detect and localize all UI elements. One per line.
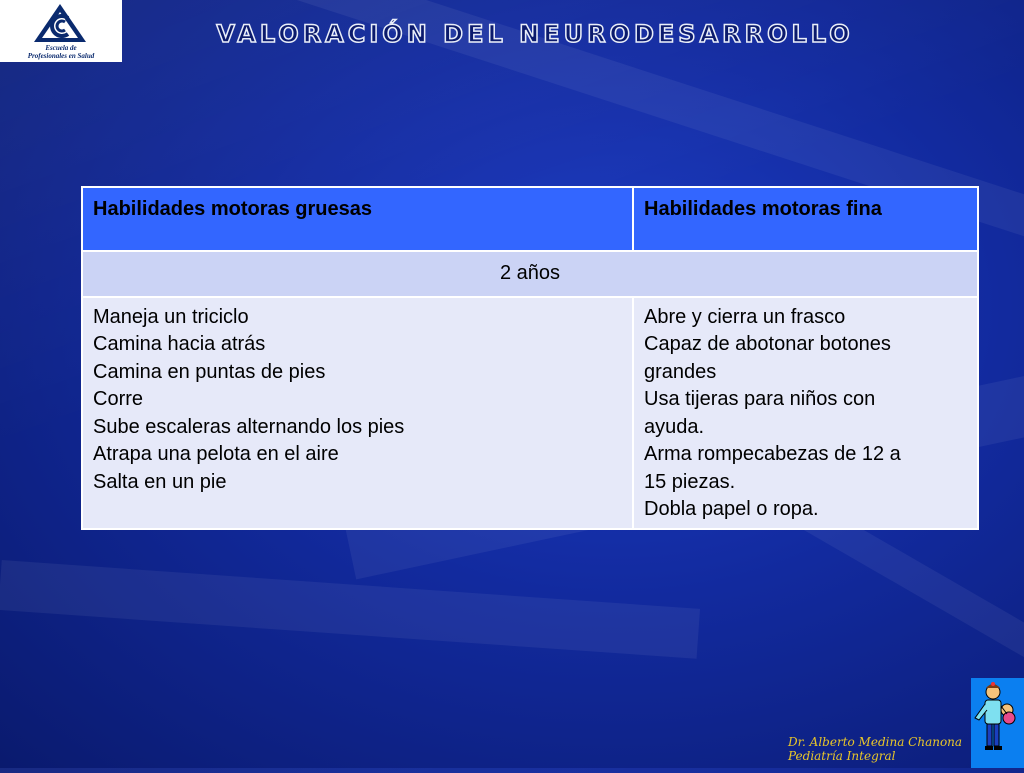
school-logo xyxy=(0,0,122,62)
logo-text-line1: Escuela de xyxy=(4,44,118,52)
skills-row xyxy=(82,297,978,529)
list-item: Abre y cierra un frasco xyxy=(644,304,967,332)
logo-text-line2: Profesionales en Salud xyxy=(4,52,118,60)
background-ray xyxy=(0,560,700,659)
slide-title: VALORACIÓN DEL NEURODESARROLLO xyxy=(140,20,930,48)
list-item: Atrapa una pelota en el aire xyxy=(93,441,622,469)
list-item: Usa tijeras para niños con xyxy=(644,386,967,414)
skills-table xyxy=(81,186,979,530)
gross-motor-header: Habilidades motoras gruesas xyxy=(82,187,633,251)
author-specialty: Pediatría Integral xyxy=(788,749,962,763)
list-item: Camina hacia atrás xyxy=(93,331,622,359)
list-item: ayuda. xyxy=(644,414,967,442)
list-item: Salta en un pie xyxy=(93,469,622,497)
fine-motor-cell xyxy=(633,297,978,529)
fine-motor-header: Habilidades motoras fina xyxy=(633,187,978,251)
school-emblem-icon xyxy=(32,2,88,44)
list-item: Camina en puntas de pies xyxy=(93,359,622,387)
list-item: Dobla papel o ropa. xyxy=(644,496,967,524)
doctor-holding-baby-icon xyxy=(971,678,1024,768)
list-item: Sube escaleras alternando los pies xyxy=(93,414,622,442)
list-item: 15 piezas. xyxy=(644,469,967,497)
age-row xyxy=(82,251,978,297)
gross-motor-cell xyxy=(82,297,633,529)
list-item: Corre xyxy=(93,386,622,414)
list-item: Arma rompecabezas de 12 a xyxy=(644,441,967,469)
list-item: grandes xyxy=(644,359,967,387)
list-item: Capaz de abotonar botones xyxy=(644,331,967,359)
age-cell: 2 años xyxy=(82,251,978,297)
table-header-row xyxy=(82,187,978,251)
author-credit xyxy=(788,735,962,763)
list-item: Maneja un triciclo xyxy=(93,304,622,332)
author-name: Dr. Alberto Medina Chanona xyxy=(788,735,962,749)
